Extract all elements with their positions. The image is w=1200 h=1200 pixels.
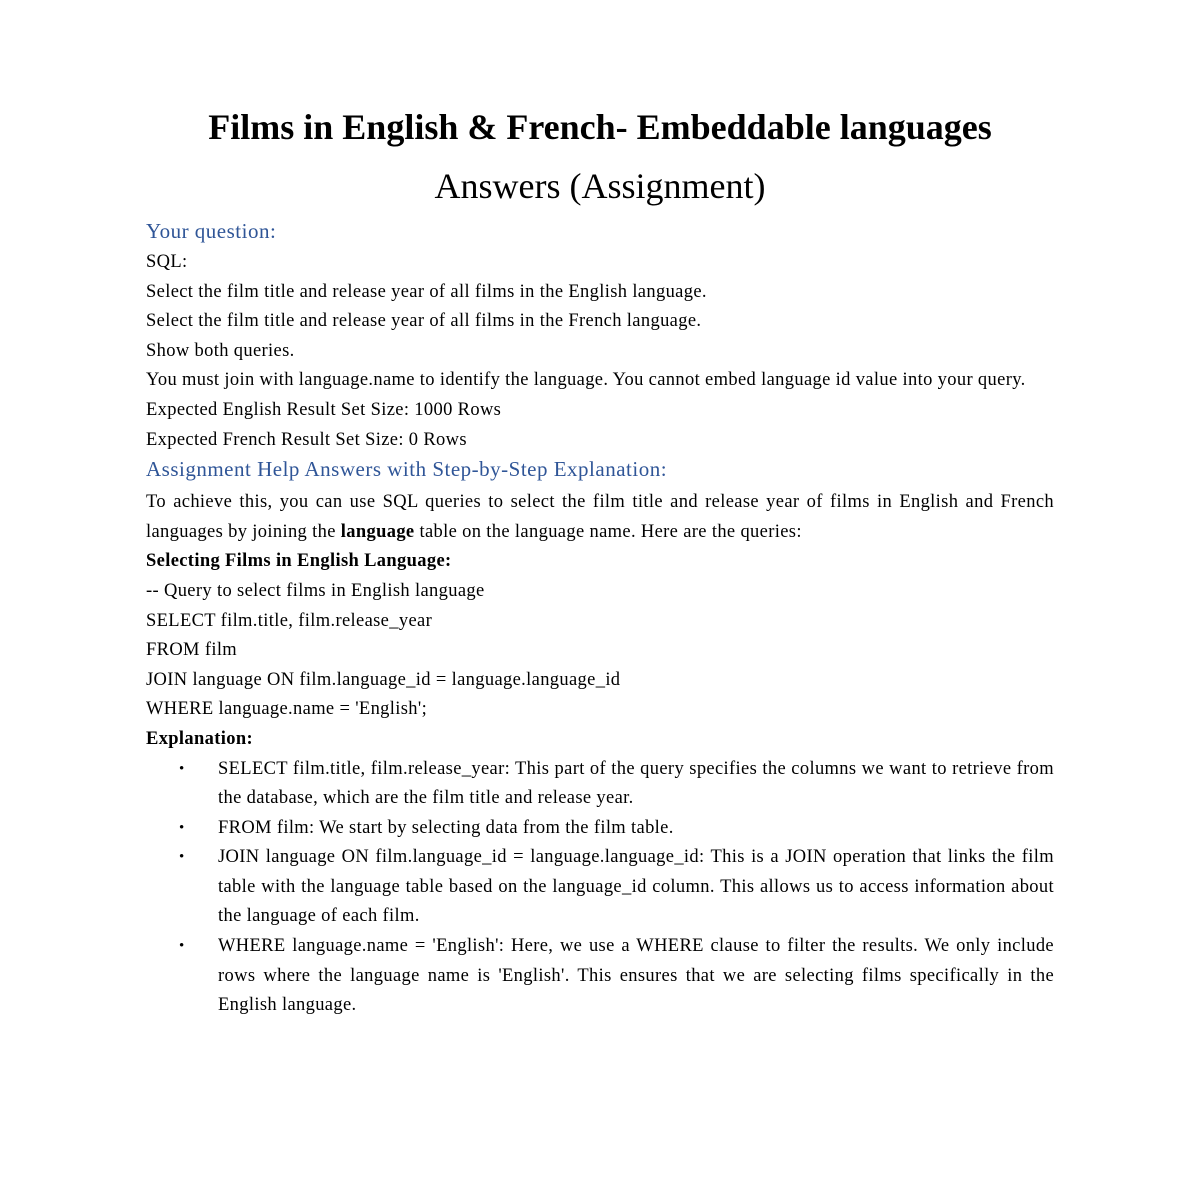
answer-intro — [146, 488, 1054, 547]
bullet-icon: • — [179, 760, 185, 777]
answer-subheading: Selecting Films in English Language: — [146, 551, 452, 572]
title-bold-part: Films in English & French- Embeddable languages — [208, 107, 992, 147]
list-item-text: FROM film: We start by selecting data from the film table. — [218, 817, 674, 838]
list-item-text: WHERE language.name = 'English': Here, we use a WHERE clause to filter the results. We only include rows where the language name is 'English'. This ensures that we are selecting films specifically in the English language. — [218, 936, 1054, 1016]
question-line: Expected French Result Set Size: 0 Rows — [146, 429, 467, 450]
question-line: SQL: — [146, 252, 188, 272]
intro-text-after: table on the language name. Here are the queries: — [414, 521, 802, 542]
sql-code-block — [146, 577, 1054, 725]
answer-heading: Assignment Help Answers with Step-by-Step Explanation: — [146, 457, 668, 482]
code-line: WHERE language.name = 'English'; — [146, 699, 428, 720]
code-line: FROM film — [146, 640, 238, 661]
title-plain-part: Answers (Assignment) — [434, 166, 766, 206]
code-line: -- Query to select films in English language — [146, 580, 485, 601]
question-line: Expected English Result Set Size: 1000 Rows — [146, 399, 502, 420]
list-item — [146, 843, 1054, 932]
list-item — [146, 932, 1054, 1021]
bullet-icon: • — [179, 819, 185, 836]
intro-bold-term: language — [340, 521, 415, 542]
list-item-text: JOIN language ON film.language_id = language.language_id: This is a JOIN operation that links the film table with the language table based on the language_id column. This allows us to access information about the language of each film. — [218, 847, 1054, 927]
list-item-text: SELECT film.title, film.release_year: This part of the query specifies the columns we want to retrieve from the database, which are the film title and release year. — [218, 758, 1054, 809]
code-line: JOIN language ON film.language_id = language.language_id — [146, 669, 621, 690]
question-line: Select the film title and release year of all films in the English language. — [146, 281, 707, 302]
question-heading: Your question: — [146, 219, 277, 243]
question-paragraph: You must join with language.name to identify the language. You cannot embed language id value into your query. — [146, 370, 1026, 391]
list-item — [146, 755, 1054, 814]
question-section — [146, 248, 1054, 455]
explanation-list — [146, 755, 1054, 1021]
intro-text-before: To achieve this, you can use SQL queries to select the film title and release year of films in English and French languages by joining the — [146, 492, 1054, 542]
question-line: Select the film title and release year of all films in the French language. — [146, 311, 702, 332]
bullet-icon: • — [179, 849, 185, 866]
question-line: Show both queries. — [146, 340, 295, 361]
document-body — [146, 217, 1054, 1021]
bullet-icon: • — [179, 938, 185, 955]
code-line: SELECT film.title, film.release_year — [146, 610, 433, 631]
list-item — [146, 814, 1054, 844]
page-title — [146, 98, 1054, 216]
explanation-label: Explanation: — [146, 728, 254, 749]
